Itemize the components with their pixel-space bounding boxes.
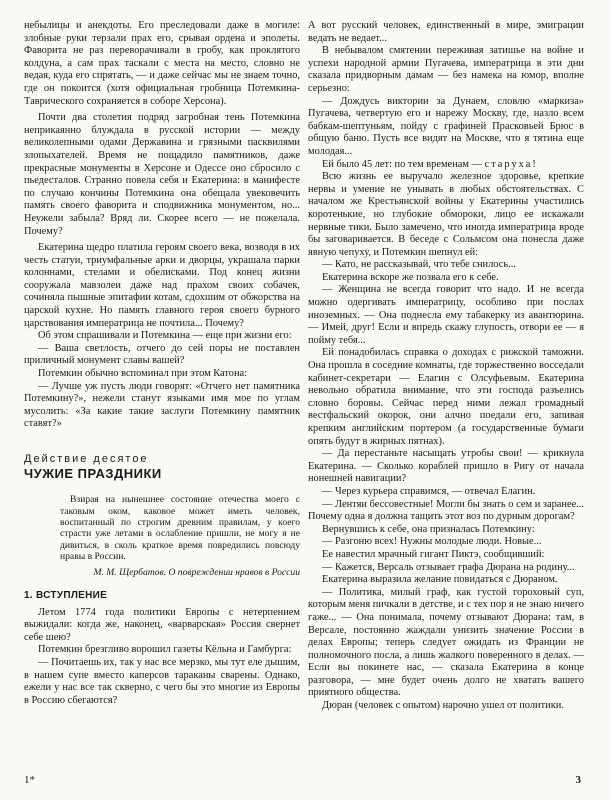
paragraph: Потемкин обычно вспоминал при этом Катона: <box>38 368 248 380</box>
age-sentence: Ей было 45 лет: по тем временам — <box>322 158 482 170</box>
paragraph: Об этом спрашивали и Потемкина — еще при жизни его: <box>38 330 292 342</box>
paragraph <box>308 159 584 172</box>
paragraph: А вот русский человек, единственный в мире, эмиграции ведать не ведает... <box>308 20 584 44</box>
paragraph: — Като, не рассказывай, что тебе снилось... <box>322 259 516 271</box>
paragraph: — Да перестаньте насыщать утробы свои! — крикнула Екатерина. — Сколько кораблей пришло в Ригу от начала нонешней навигации? <box>308 448 584 485</box>
paragraph: — Дождусь виктории за Дунаем, словлю «маркиза» Пугачева, четвертую его и нарежу Москву, где, назло всем бабкам-шептуньям, пойду с графиней Прасковьей Брюс в общую баню. Пусть все видят на Москве, что я тятина еще молодая... <box>308 95 584 157</box>
paragraph: Екатерина щедро платила героям своего века, возводя в их честь статуи, триумфальные арки и дворцы, украшала парки колоннами, стелами и обелисками. Под конец жизни сооружала мавзолеи даже над прахом своих собачек, сочиняла пышные эпитафии котам, сдохшим от обжорства на царской кухне. Но память главного героя своего бурного царствования императрица не почтила... Почему? <box>24 242 300 329</box>
paragraph: — Женщина не всегда говорит что надо. И не всегда можно одергивать императрицу, особливо при послах иноземных. — Она поднесла ему табакерку из авантюрина. — Имей, друг! Если и впредь скажу глупость, отвори ее — я пойму тебя... <box>308 284 584 346</box>
paragraph: Потемкин брезгливо ворошил газеты Кёльна и Гамбурга: <box>38 644 292 656</box>
left-column <box>24 20 300 707</box>
paragraph: — Политика, милый граф, как густой гороховый суп, которым меня пичкали в детстве, и с тех пор я не знаю ничего гаже... — Она понимала, почему отзывают Дюрана: там, в Версале, постоянно жаждали унизить значение России в делах Европы; теперь следует ожидать из Франции не полномочного посла, а лишь жалкого поверенного в делах. — Если вы покинете нас, — сказала Екатерина в конце разговора, — мне будет очень долго не хватать вашего приятного общества. <box>308 586 584 699</box>
paragraph: Всю жизнь ее выручало железное здоровье, крепкие нервы и умение не унывать в любых обстоятельствах. С началом же Крестьянской войны у Екатерины участились коротенькие, но глубокие обмороки, лицо ее искажали нервные тики. Было замечено, что иногда императрица вроде бы заговаривается. В беседе с Сольмсом она понесла даже явную чепуху, и Потемкин шепнул ей: <box>308 171 584 258</box>
right-column <box>308 20 584 713</box>
epigraph: Взирая на нынешнее состояние отечества моего с таковым оком, каковое может иметь человек, воспитанный по строгим древним правилам, у коего страсти уже летами в ослабление пришли, не могу я не дивиться, в сколь краткое время повредились повсюду нравы в России. <box>60 494 300 563</box>
paragraph: В небывалом смятении переживая затишье на войне и успехи народной армии Пугачева, императрица в эти дни сказала придворным дамам — без намека на юмор, вполне серьезно: <box>308 45 584 94</box>
act-label: Действие десятое <box>24 453 149 465</box>
signature-mark: 1* <box>24 774 35 786</box>
paragraph: Дюран (человек с опытом) нарочно ушел от политики. <box>322 700 564 712</box>
section-heading: 1. ВСТУПЛЕНИЕ <box>24 590 108 602</box>
paragraph: — Лентяи бессовестные! Могли бы знать о сем и заранее... Почему одна я должна тащить этот воз по дурным дорогам? <box>308 498 584 523</box>
spaced-word: старуха! <box>484 158 538 170</box>
paragraph: — Ваша светлость, отчего до сей поры не поставлен приличный монумент славы вашей? <box>24 342 300 367</box>
paragraph: Летом 1774 года политики Европы с нетерпением выжидали: когда же, наконец, «варварская» Россия свернет себе шею? <box>24 606 300 643</box>
paragraph: — Кажется, Версаль отзывает графа Дюрана на родину... <box>322 561 575 573</box>
paragraph: — Разгоню всех! Нужны молодые люди. Новые... <box>322 536 542 548</box>
paragraph: Почти два столетия подряд загробная тень Потемкина неприкаянно блуждала в русской истории — между великолепными одами Державина и грязными пасквилями злопыхателей. Время не пощадило памятников, даже прекрасные монументы в Херсоне и Одессе оно сбросило с пьедесталов. Странно повела себя и Екатерина: в манифесте по случаю кончины Потемкина она обещала увековечить память своего фаворита и сподвижника монументом, но... Неужели забыла? Вряд ли. Скорее всего — не пожелала. Почему? <box>24 112 300 237</box>
paragraph: небылицы и анекдоты. Его преследовали даже в могиле: злобные руки терзали прах его, срывая ордена и эполеты. Фаворита не раз переворачивали в гробу, как проклятого колдуна, а сам прах таскали с места на место, словно не ведая, куда его спрятать, — и даже сейчас мы не знаем точно, где он покоится (хотя официальная гробница Потемкина-Таврического сохраняется в соборе Херсона). <box>24 20 300 107</box>
paragraph: Ее навестил мрачный гигант Пиктэ, сообщивший: <box>322 548 545 560</box>
paragraph: — Через курьера справимся, — отвечал Елагин. <box>322 485 536 497</box>
paragraph: Вернувшись к себе, она призналась Потемкину: <box>322 523 535 535</box>
paragraph: Екатерина вскоре же позвала его к себе. <box>322 271 499 283</box>
paragraph: Екатерина выразила желание повидаться с Дюраном. <box>322 574 558 586</box>
paragraph: Ей понадобилась справка о доходах с рижской таможни. Она прошла в соседние комнаты, где торжественно восседали кабинет-секретари — Елагин с Олсуфьевым. Екатерина невольно обратила внимание, что эти господа разъелись словно боровы. Сейчас перед ними лежал громадный вестфальский окорок, они алчно поедали его, запивая крепким английским портером (а государственные бумаги опять будут в жирных пятнах). <box>308 347 584 447</box>
act-title: ЧУЖИЕ ПРАЗДНИКИ <box>24 465 162 481</box>
epigraph-attribution: М. М. Щербатов. О повреждении нравов в России <box>93 566 300 578</box>
paragraph: — Лучше уж пусть люди говорят: «Отчего нет памятника Потемкину?», нежели станут языками имя мое по углам мусолить: «За какие такие заслуги Потемкину памятник ставят?» <box>24 380 300 430</box>
page-number: 3 <box>575 774 581 786</box>
paragraph: — Почитаешь их, так у нас все мерзко, мы тут еле дышим, в нашем супе вместо каперсов тараканы сварены. Однако, ежели у нас все так скверно, с чего бы это многие из Европы в Россию сбегаются? <box>24 657 300 706</box>
